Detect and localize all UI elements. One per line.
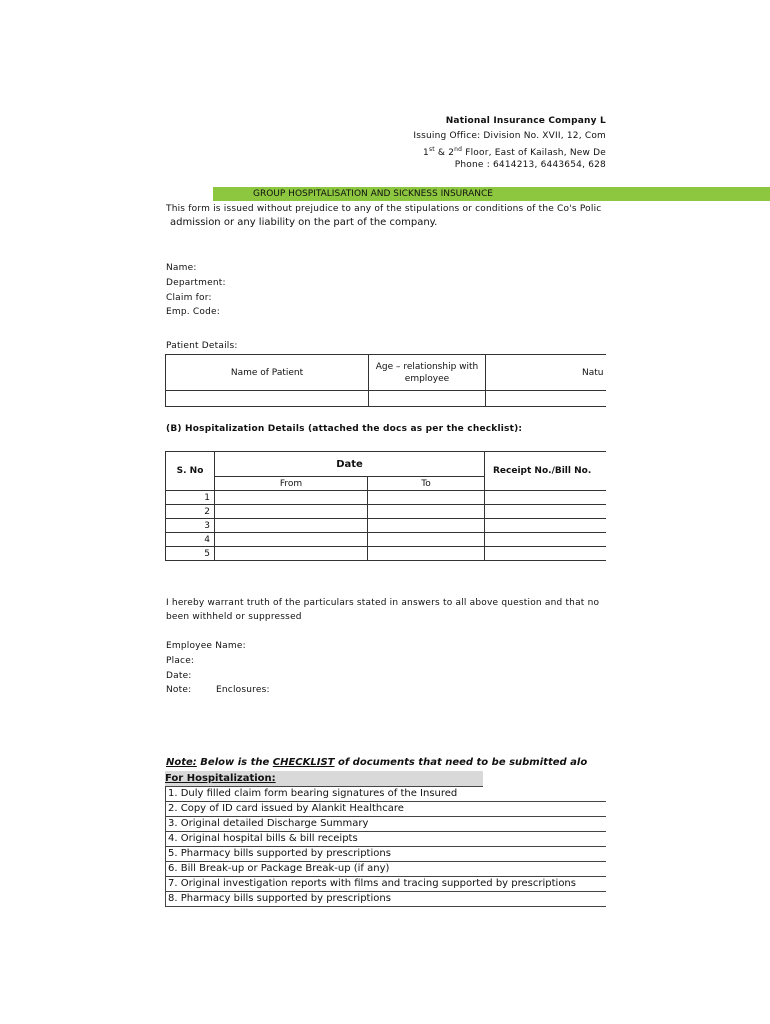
checklist-item: 4. Original hospital bills & bill receipts [165, 832, 606, 847]
date-header: Date [215, 452, 485, 477]
warrant-line-2: been withheld or suppressed [166, 612, 302, 622]
patient-col-nature: Natu [486, 355, 607, 391]
issuing-office: Issuing Office: Division No. XVII, 12, Com [413, 131, 606, 141]
to-header: To [368, 477, 485, 491]
banner-title: GROUP HOSPITALISATION AND SICKNESS INSURANCE [253, 189, 493, 199]
company-name: National Insurance Company L [445, 116, 606, 126]
patient-nature-cell[interactable] [486, 391, 607, 407]
receipt-cell[interactable] [485, 547, 607, 561]
checklist-item: 3. Original detailed Discharge Summary [165, 817, 606, 832]
office-phone: Phone : 6414213, 6443654, 628 [454, 160, 606, 170]
checklist-item: 7. Original investigation reports with films and tracing supported by prescriptions [165, 877, 606, 892]
to-cell[interactable] [368, 491, 485, 505]
to-cell[interactable] [368, 505, 485, 519]
hospitalization-heading: (B) Hospitalization Details (attached the docs as per the checklist): [166, 424, 523, 434]
checklist-item: 6. Bill Break-up or Package Break-up (if any) [165, 862, 606, 877]
sno-cell: 3 [166, 519, 215, 533]
receipt-cell[interactable] [485, 533, 607, 547]
emp-code-field: Emp. Code: [166, 307, 220, 317]
checklist-item: 1. Duly filled claim form bearing signatures of the Insured [165, 787, 606, 802]
patient-col-name: Name of Patient [166, 355, 369, 391]
checklist-note: Note: Below is the CHECKLIST of documents that need to be submitted alo [166, 757, 588, 768]
employee-name-field: Employee Name: [166, 641, 246, 651]
sno-cell: 4 [166, 533, 215, 547]
to-cell[interactable] [368, 533, 485, 547]
patient-table [165, 354, 606, 407]
sno-header: S. No [166, 452, 215, 491]
receipt-cell[interactable] [485, 505, 607, 519]
receipt-header: Receipt No./Bill No. [485, 452, 607, 491]
claim-for-field: Claim for: [166, 293, 212, 303]
from-cell[interactable] [215, 491, 368, 505]
note-field: Note: [166, 685, 192, 695]
from-cell[interactable] [215, 547, 368, 561]
patient-age-cell[interactable] [369, 391, 486, 407]
checklist-heading: For Hospitalization: [165, 771, 483, 787]
date-field: Date: [166, 671, 192, 681]
receipt-cell[interactable] [485, 519, 607, 533]
department-field: Department: [166, 278, 226, 288]
checklist [165, 771, 606, 907]
from-cell[interactable] [215, 519, 368, 533]
sno-cell: 1 [166, 491, 215, 505]
sno-cell: 2 [166, 505, 215, 519]
checklist-item: 8. Pharmacy bills supported by prescriptions [165, 892, 606, 907]
patient-name-cell[interactable] [166, 391, 369, 407]
hospitalization-table [165, 451, 606, 561]
to-cell[interactable] [368, 547, 485, 561]
receipt-cell[interactable] [485, 491, 607, 505]
name-field: Name: [166, 263, 197, 273]
patient-col-age: Age – relationship with employee [369, 355, 486, 391]
from-header: From [215, 477, 368, 491]
disclaimer-line-2: admission or any liability on the part of the company. [170, 217, 438, 228]
sno-cell: 5 [166, 547, 215, 561]
checklist-item: 5. Pharmacy bills supported by prescriptions [165, 847, 606, 862]
warrant-line-1: I hereby warrant truth of the particulars stated in answers to all above question and that no [166, 598, 600, 608]
to-cell[interactable] [368, 519, 485, 533]
checklist-item: 2. Copy of ID card issued by Alankit Healthcare [165, 802, 606, 817]
place-field: Place: [166, 656, 195, 666]
enclosures-field: Enclosures: [216, 685, 270, 695]
from-cell[interactable] [215, 533, 368, 547]
patient-details-label: Patient Details: [166, 341, 238, 351]
from-cell[interactable] [215, 505, 368, 519]
disclaimer-line-1: This form is issued without prejudice to any of the stipulations or conditions of the Co's Polic [166, 204, 602, 214]
office-address: 1st & 2nd Floor, East of Kailash, New De [423, 146, 606, 158]
